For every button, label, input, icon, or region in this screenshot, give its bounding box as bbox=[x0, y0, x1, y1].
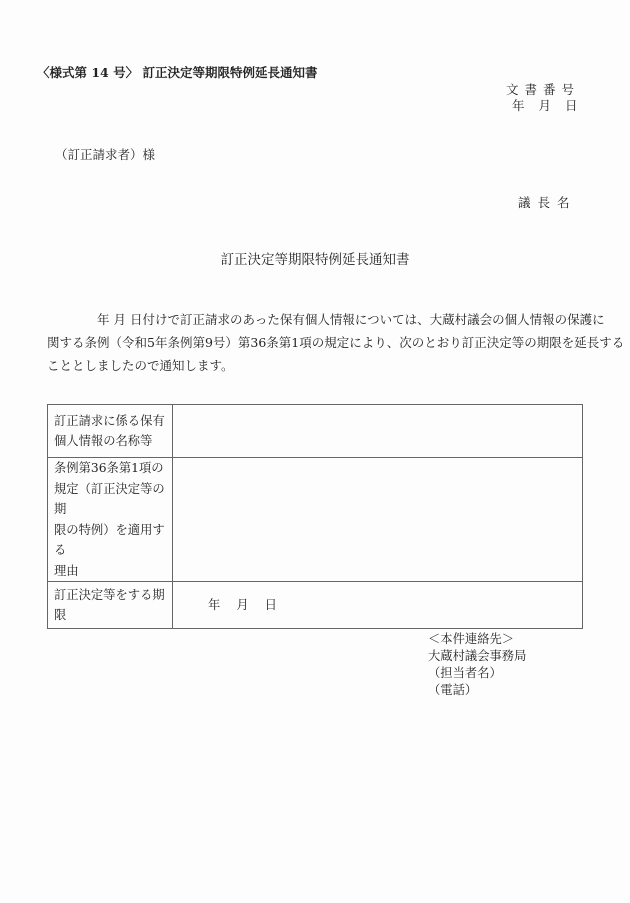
table-row bbox=[48, 458, 583, 582]
document-title: 訂正決定等期限特例延長通知書 bbox=[220, 252, 410, 268]
notice-body bbox=[47, 308, 625, 377]
form-label: 〈様式第 14 号〉 訂正決定等期限特例延長通知書 bbox=[37, 65, 318, 80]
table-row bbox=[48, 582, 583, 629]
contact-phone: （電話） bbox=[428, 683, 478, 697]
label-line: 個人情報の名称等 bbox=[54, 434, 153, 448]
date-day: 日 bbox=[565, 98, 578, 113]
label-line: 理由 bbox=[54, 563, 79, 578]
label-line: 訂正請求に係る保有 bbox=[54, 413, 165, 428]
date-month: 月 bbox=[538, 98, 552, 113]
document-number: 文書番号 bbox=[506, 82, 581, 97]
label-line: 限 bbox=[54, 608, 67, 622]
sender-chairman-name: 議長名 bbox=[518, 195, 577, 210]
body-line-1: 年 月 日付けで訂正請求のあった保有個人情報については、大蔵村議会の個人情報の保護に bbox=[97, 312, 605, 327]
label-line: 訂正決定等をする期 bbox=[54, 587, 165, 602]
label-line: 限の特例）を適用する bbox=[54, 522, 165, 557]
contact-person: （担当者名） bbox=[428, 666, 502, 680]
body-line-2: 関する条例（令和5年条例第9号）第36条第1項の規定により、次のとおり訂正決定等の期限を延長する bbox=[47, 335, 625, 350]
row-label-extension-reason bbox=[48, 458, 173, 582]
row-value-decision-deadline[interactable] bbox=[173, 582, 583, 629]
contact-heading: ＜本件連絡先＞ bbox=[428, 632, 515, 646]
table-row bbox=[48, 405, 583, 458]
deadline-month: 月 bbox=[236, 597, 249, 612]
row-value-extension-reason[interactable] bbox=[173, 458, 583, 582]
date-year: 年 bbox=[512, 98, 525, 113]
row-value-personal-info-name[interactable] bbox=[173, 405, 583, 458]
body-line-3: こととしましたので通知します。 bbox=[47, 358, 234, 373]
deadline-day: 日 bbox=[264, 597, 277, 612]
notice-details-table bbox=[47, 404, 583, 629]
contact-office: 大蔵村議会事務局 bbox=[428, 649, 527, 663]
deadline-year: 年 bbox=[208, 597, 221, 612]
label-line: 条例第36条第1項の bbox=[54, 461, 164, 475]
recipient: （訂正請求者）様 bbox=[55, 147, 156, 162]
row-label-decision-deadline bbox=[48, 582, 173, 629]
label-line: 規定（訂正決定等の期 bbox=[54, 481, 165, 516]
issue-date bbox=[512, 96, 578, 114]
contact-info bbox=[428, 631, 526, 699]
row-label-personal-info-name bbox=[48, 405, 173, 458]
